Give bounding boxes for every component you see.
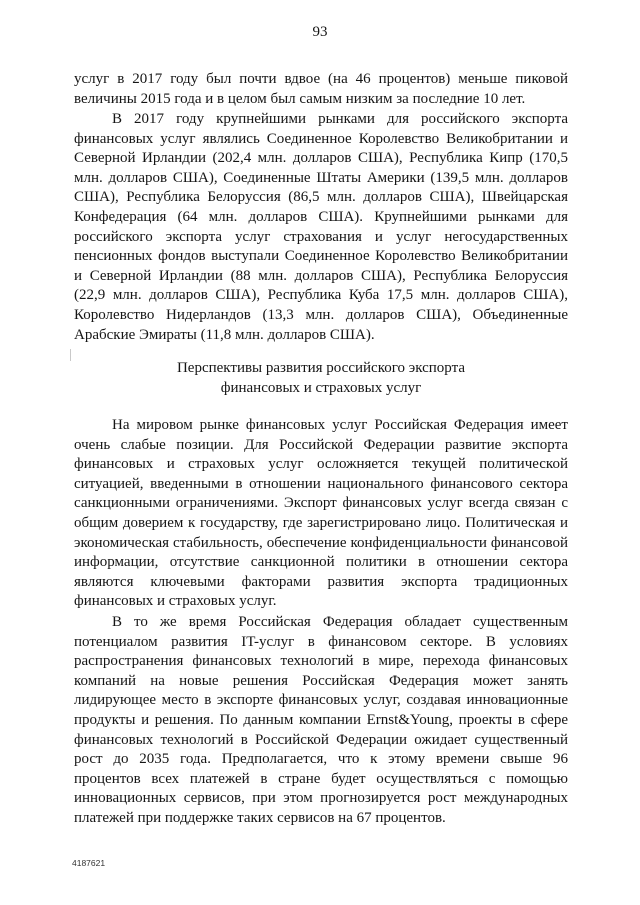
margin-mark — [70, 349, 71, 361]
page-number: 93 — [312, 24, 328, 40]
section-heading-line-1: Перспективы развития российского экспорта — [176, 360, 466, 376]
paragraph-weak-position: На мировом рынке финансовых услуг Российская Федерация имеет очень слабые позиции. Для Российской Федерации развитие экспорта финансовых и страховых услуг осложняется текущей политической ситуацией, введенными в отношении национального финансового сектора санкционными ограничениями. Экспорт финансовых услуг всегда связан с общим доверием к государству, где зарегистрировано лицо. Политическая и экономическая стабильность, обеспечение конфиденциальности финансовой информации, отсутствие санкционной политики в отношении сектора являются ключевыми факторами развития экспорта традиционных финансовых и страховых услуг. — [74, 417, 568, 610]
section-heading — [74, 359, 568, 398]
document-code: 4187621 — [72, 858, 106, 868]
section-heading-line-2: финансовых и страховых услуг — [220, 379, 422, 396]
paragraph-export-markets: В 2017 году крупнейшими рынками для российского экспорта финансовых услуг являлись Соединенное Королевство Великобритании и Северной Ирландии (202,4 млн. долларов США), Республика Кипр (170,5 млн. долларов США), Соединенные Штаты Америки (139,5 млн. долларов США), Республика Белоруссия (86,5 млн. долларов США), Швейцарская Конфедерация (64 млн. долларов США). Крупнейшими рынками для российского экспорта услуг страхования и услуг негосударственных пенсионных фондов выступали Соединенное Королевство Великобритании и Северной Ирландии (88 млн. долларов США), Республика Белоруссия (22,9 млн. долларов США), Республика Куба 17,5 млн. долларов США), Королевство Нидерландов (13,3 млн. долларов США), Объединенные Арабские Эмираты (11,8 млн. долларов США). — [74, 111, 568, 343]
paragraph-continuation: услуг в 2017 году был почти вдвое (на 46 процентов) меньше пиковой величины 2015 года и в целом был самым низким за последние 10 лет. — [74, 71, 568, 107]
paragraph-it-potential: В то же время Российская Федерация обладает существенным потенциалом развития IT-услуг в финансовом секторе. В условиях распространения финансовых технологий в мире, перехода финансовых компаний на новые решения Российская Федерация может занять лидирующее место в экспорте финансовых услуг, создавая инновационные продукты и решения. По данным компании Ernst&Young, проекты в сфере финансовых технологий в Российской Федерации ожидает существенный рост до 2035 года. Предполагается, что к этому времени свыше 96 процентов всех платежей в стране будет осуществляться с помощью инновационных сервисов, при этом прогнозируется рост международных платежей при поддержке таких сервисов на 67 процентов. — [74, 614, 568, 826]
